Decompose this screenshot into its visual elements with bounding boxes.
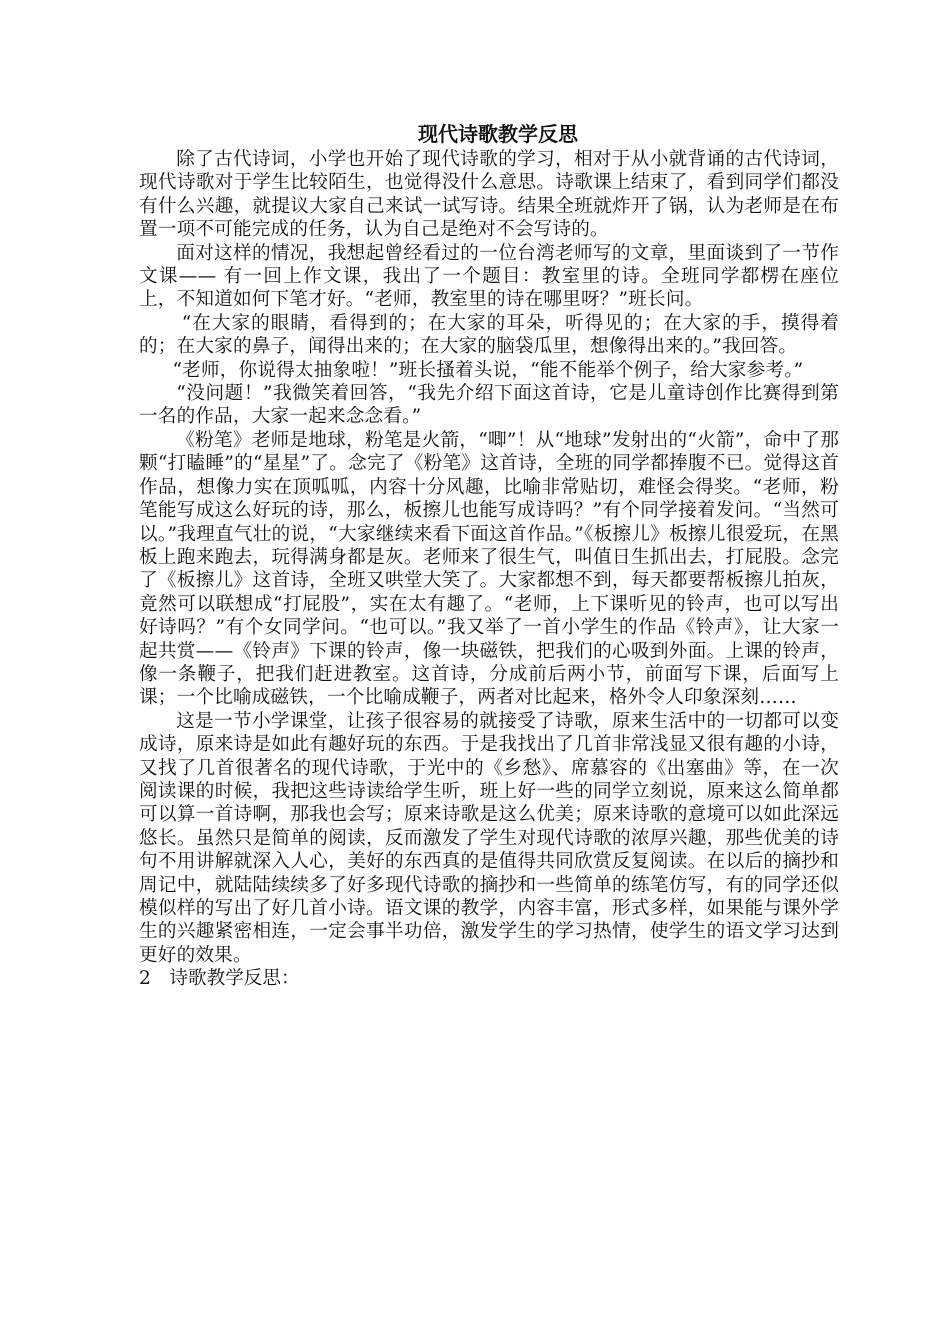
document-title: 现代诗歌教学反思	[418, 122, 578, 146]
paragraph-reflection: 这是一节小学课堂，让孩子很容易的就接受了诗歌，原来生活中的一切都可以变成诗，原来诗是如此有趣好玩的东西。于是我找出了几首非常浅显又很有趣的小诗，又找了几首很著名的现代诗歌，于光中的《乡愁》、席慕容的《出塞曲》等，在一次阅读课的时候，我把这些诗读给学生听，班上好一些的同学立刻说，原来这么简单都可以算一首诗啊，那我也会写；原来诗歌是这么优美；原来诗歌的意境可以如此深远悠长。虽然只是简单的阅读，反而激发了学生对现代诗歌的浓厚兴趣，那些优美的诗句不用讲解就深入人心，美好的东西真的是值得共同欣赏反复阅读。在以后的摘抄和周记中，就陆陆续续多了好多现代诗歌的摘抄和一些简单的练笔仿写，有的同学还似模似样的写出了好几首小诗。语文课的教学，内容丰富，形式多样，如果能与课外学生的兴趣紧密相连，一定会事半功倍，激发学生的学习热情，使学生的语文学习达到更好的效果。	[139, 710, 839, 966]
paragraph-intro: 除了古代诗词，小学也开始了现代诗歌的学习，相对于从小就背诵的古代诗词，现代诗歌对于学生比较陌生，也觉得没什么意思。诗歌课上结束了，看到同学们都没有什么兴趣，就提议大家自己来试一试写诗。结果全班就炸开了锅，认为老师是在布置一项不可能完成的任务，认为自己是绝对不会写诗的。	[139, 149, 839, 241]
document-page	[139, 120, 839, 991]
paragraph-no-problem: “没问题！”我微笑着回答，“我先介绍下面这首诗，它是儿童诗创作比赛得到第一名的作品，大家一起来念念看。”	[139, 383, 839, 428]
paragraph-taiwan-teacher: 面对这样的情况，我想起曾经看过的一位台湾老师写的文章，里面谈到了一节作文课—— 有一回上作文课，我出了一个题目：教室里的诗。全班同学都楞在座位上，不知道如何下笔才好。“老师，教室里的诗在哪里呀？”班长问。	[139, 242, 839, 311]
section-heading: 2 诗歌教学反思：	[139, 968, 300, 990]
paragraph-poem-examples: 《粉笔》老师是地球，粉笔是火箭，“唧”！从“地球”发射出的“火箭”，命中了那颗“打瞌睡”的“星星”了。念完了《粉笔》这首诗，全班的同学都捧腹不已。觉得这首作品，想像力实在顶呱呱，内容十分风趣，比喻非常贴切，难怪会得奖。“老师，粉笔能写成这么好玩的诗，那么，板擦儿也能写成诗吗？”有个同学接着发问。“当然可以。”我理直气壮的说，“大家继续来看下面这首作品。”《板擦儿》板擦儿很爱玩，在黑板上跑来跑去，玩得满身都是灰。老师来了很生气，叫值日生抓出去，打屁股。念完了《板擦儿》这首诗，全班又哄堂大笑了。大家都想不到，每天都要帮板擦儿拍灰，竟然可以联想成“打屁股”，实在太有趣了。“老师，上下课听见的铃声，也可以写出好诗吗？”有个女同学问。“也可以。”我又举了一首小学生的作品《铃声》，让大家一起共赏——《铃声》下课的铃声，像一块磁铁，把我们的心吸到外面。上课的铃声，像一条鞭子，把我们赶进教室。这首诗，分成前后两小节，前面写下课，后面写上课；一个比喻成磁铁，一个比喻成鞭子，两者对比起来，格外令人印象深刻……	[139, 429, 839, 709]
paragraph-monitor-question: “老师，你说得太抽象啦！”班长搔着头说，“能不能举个例子，给大家参考。”	[172, 359, 804, 381]
paragraph-teacher-answer: “在大家的眼睛，看得到的；在大家的耳朵，听得见的；在大家的手，摸得着的；在大家的鼻子，闻得出来的；在大家的脑袋瓜里，想像得出来的。”我回答。	[139, 312, 839, 358]
